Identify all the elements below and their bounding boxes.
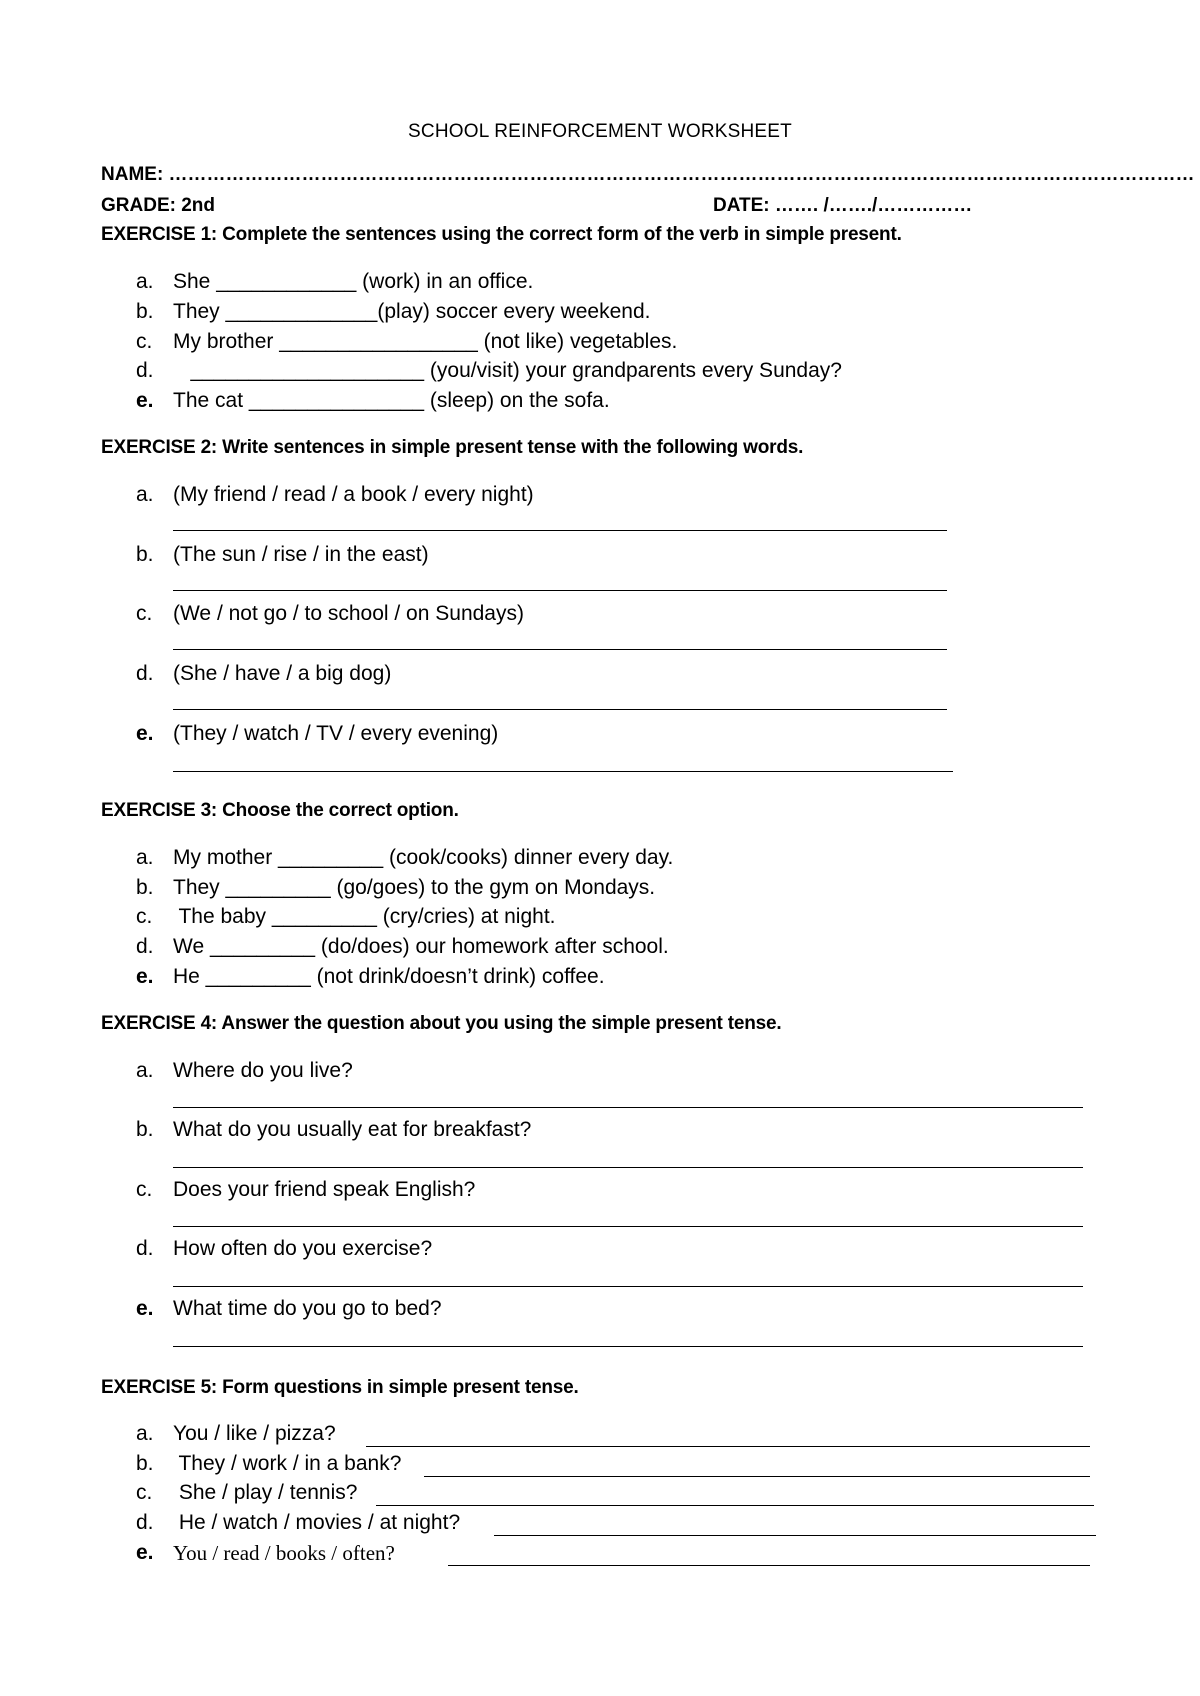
item-text: She ____________ (work) in an office. bbox=[173, 270, 534, 293]
item-text: What do you usually eat for breakfast? bbox=[173, 1118, 532, 1141]
item-letter: d. bbox=[136, 1511, 154, 1534]
item-letter: c. bbox=[136, 1481, 153, 1504]
item-text: My brother _________________ (not like) vegetables. bbox=[173, 330, 678, 353]
answer-line[interactable] bbox=[173, 1226, 1083, 1227]
answer-line[interactable] bbox=[173, 1167, 1083, 1168]
exercise-3-label: EXERCISE 3: bbox=[101, 800, 218, 821]
item-text: (They / watch / TV / every evening) bbox=[173, 722, 499, 745]
item-text: He _________ (not drink/doesn’t drink) coffee. bbox=[173, 965, 605, 988]
answer-line[interactable] bbox=[366, 1446, 1090, 1447]
item-text: The cat _______________ (sleep) on the sofa. bbox=[173, 389, 610, 412]
item-text: Where do you live? bbox=[173, 1059, 353, 1082]
item-text: They _____________(play) soccer every weekend. bbox=[173, 300, 651, 323]
item-text: ____________________ (you/visit) your grandparents every Sunday? bbox=[173, 359, 842, 382]
answer-line[interactable] bbox=[448, 1565, 1090, 1566]
item-letter: a. bbox=[136, 846, 154, 869]
name-field: NAME: ……………………………………………………………………………………………………………………………………………… bbox=[101, 164, 1195, 185]
answer-line[interactable] bbox=[173, 1107, 1083, 1108]
item-text: The baby _________ (cry/cries) at night. bbox=[173, 905, 556, 928]
date-field: DATE: ……. /……./…………… bbox=[713, 195, 973, 216]
answer-line[interactable] bbox=[424, 1476, 1090, 1477]
item-text: They _________ (go/goes) to the gym on Mondays. bbox=[173, 876, 656, 899]
item-text: (We / not go / to school / on Sundays) bbox=[173, 602, 524, 625]
item-letter: c. bbox=[136, 602, 153, 625]
answer-line[interactable] bbox=[173, 1286, 1083, 1287]
item-letter: b. bbox=[136, 1452, 154, 1475]
exercise-4-instruction: Answer the question about you using the simple present tense. bbox=[217, 1013, 782, 1034]
item-letter: c. bbox=[136, 1178, 153, 1201]
item-letter: d. bbox=[136, 662, 154, 685]
item-text: What time do you go to bed? bbox=[173, 1297, 442, 1320]
item-letter: c. bbox=[136, 330, 153, 353]
item-letter: d. bbox=[136, 935, 154, 958]
item-letter: d. bbox=[136, 359, 154, 382]
exercise-3-heading bbox=[101, 800, 459, 822]
item-text: He / watch / movies / at night? bbox=[173, 1511, 461, 1534]
item-letter: a. bbox=[136, 483, 154, 506]
answer-line[interactable] bbox=[494, 1535, 1096, 1536]
item-text: My mother _________ (cook/cooks) dinner every day. bbox=[173, 846, 674, 869]
item-letter: e. bbox=[136, 965, 154, 988]
item-letter: e. bbox=[136, 722, 154, 745]
exercise-5-heading bbox=[101, 1377, 579, 1399]
item-letter: e. bbox=[136, 1297, 154, 1320]
item-letter: e. bbox=[136, 1541, 154, 1564]
exercise-4-label: EXERCISE 4: bbox=[101, 1013, 218, 1034]
item-letter: b. bbox=[136, 543, 154, 566]
item-text: They / work / in a bank? bbox=[173, 1452, 402, 1475]
item-letter: a. bbox=[136, 1059, 154, 1082]
item-text: She / play / tennis? bbox=[173, 1481, 358, 1504]
item-text: (My friend / read / a book / every night) bbox=[173, 483, 534, 506]
answer-line[interactable] bbox=[173, 771, 953, 772]
item-text: (She / have / a big dog) bbox=[173, 662, 392, 685]
exercise-5-instruction: Form questions in simple present tense. bbox=[217, 1377, 579, 1398]
item-letter: b. bbox=[136, 300, 154, 323]
item-text: How often do you exercise? bbox=[173, 1237, 433, 1260]
exercise-1-heading bbox=[101, 224, 902, 246]
item-letter: a. bbox=[136, 270, 154, 293]
exercise-1-label: EXERCISE 1: bbox=[101, 224, 218, 245]
item-letter: b. bbox=[136, 876, 154, 899]
answer-line[interactable] bbox=[173, 649, 947, 650]
answer-line[interactable] bbox=[173, 530, 947, 531]
item-letter: b. bbox=[136, 1118, 154, 1141]
item-letter: e. bbox=[136, 389, 154, 412]
exercise-1-instruction: Complete the sentences using the correct form of the verb in simple present. bbox=[217, 224, 902, 245]
item-letter: c. bbox=[136, 905, 153, 928]
answer-line[interactable] bbox=[376, 1505, 1094, 1506]
exercise-2-heading bbox=[101, 437, 803, 459]
item-letter: d. bbox=[136, 1237, 154, 1260]
answer-line[interactable] bbox=[173, 709, 947, 710]
item-text: You / read / books / often? bbox=[173, 1541, 395, 1565]
worksheet-title: SCHOOL REINFORCEMENT WORKSHEET bbox=[408, 121, 792, 142]
grade-field: GRADE: 2nd bbox=[101, 195, 215, 216]
exercise-5-label: EXERCISE 5: bbox=[101, 1377, 218, 1398]
exercise-2-label: EXERCISE 2: bbox=[101, 437, 218, 458]
exercise-3-instruction: Choose the correct option. bbox=[217, 800, 459, 821]
exercise-2-instruction: Write sentences in simple present tense with the following words. bbox=[217, 437, 804, 458]
answer-line[interactable] bbox=[173, 1346, 1083, 1347]
exercise-4-heading bbox=[101, 1013, 781, 1035]
item-text: We _________ (do/does) our homework after school. bbox=[173, 935, 669, 958]
answer-line[interactable] bbox=[173, 590, 947, 591]
item-text: (The sun / rise / in the east) bbox=[173, 543, 429, 566]
item-text: You / like / pizza? bbox=[173, 1422, 336, 1445]
item-letter: a. bbox=[136, 1422, 154, 1445]
item-text: Does your friend speak English? bbox=[173, 1178, 476, 1201]
